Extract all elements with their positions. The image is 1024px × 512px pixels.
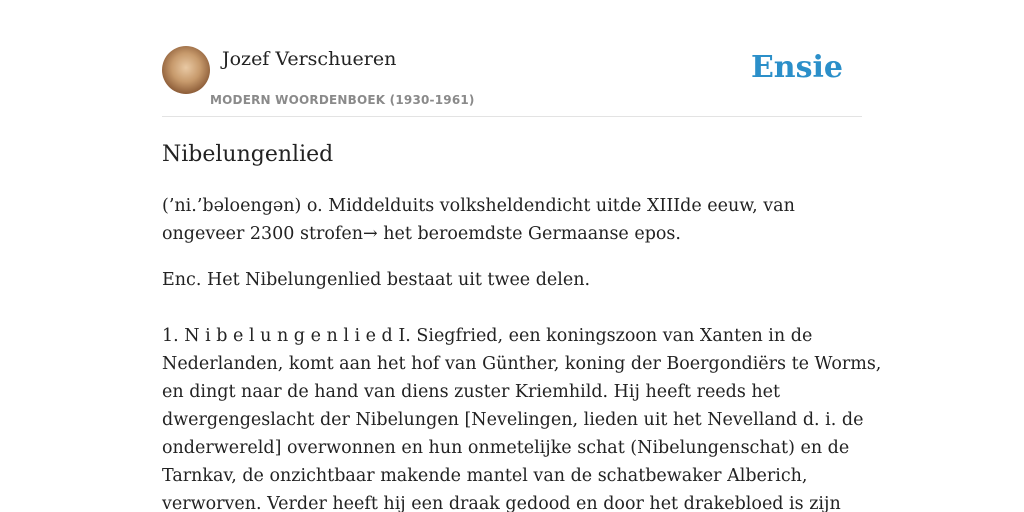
brand-logo[interactable]: Ensie — [750, 50, 843, 85]
entry-header — [162, 46, 862, 117]
entry-definition — [162, 192, 862, 248]
body-line: Nederlanden, komt aan het hof van Günther, koning der Boergondiërs te Worms, — [162, 354, 882, 374]
body-line: en dingt naar de hand van diens zuster Kriemhild. Hij heeft reeds het — [162, 382, 781, 402]
author-name[interactable]: Jozef Verschueren — [222, 48, 397, 70]
definition-line: ongeveer 2300 strofen→ het beroemdste Germaanse epos. — [162, 224, 681, 244]
entry-content — [162, 139, 882, 512]
body-line: 1. N i b e l u n g e n l i e d I. Siegfried, een koningszoon van Xanten in de — [162, 326, 813, 346]
source-label[interactable]: MODERN WOORDENBOEK (1930-1961) — [210, 93, 475, 107]
body-line: onderwereld] overwonnen en hun onmetelijke schat (Nibelungenschat) en de — [162, 438, 850, 458]
entry-body — [162, 322, 882, 512]
body-line: verworven. Verder heeft hij een draak gedood en door het drakebloed is zijn — [162, 494, 841, 512]
definition-line: (’ni.’bəloengən) o. Middelduits volksheldendicht uitde XIIIde eeuw, van — [162, 196, 795, 216]
body-line: Tarnkav, de onzichtbaar makende mantel van de schatbewaker Alberich, — [162, 466, 808, 486]
author-avatar[interactable] — [162, 46, 210, 94]
entry-title: Nibelungenlied — [162, 142, 334, 167]
body-line: dwergengeslacht der Nibelungen [Nevelingen, lieden uit het Nevelland d. i. de — [162, 410, 864, 430]
entry-enc: Enc. Het Nibelungenlied bestaat uit twee delen. — [162, 270, 591, 290]
